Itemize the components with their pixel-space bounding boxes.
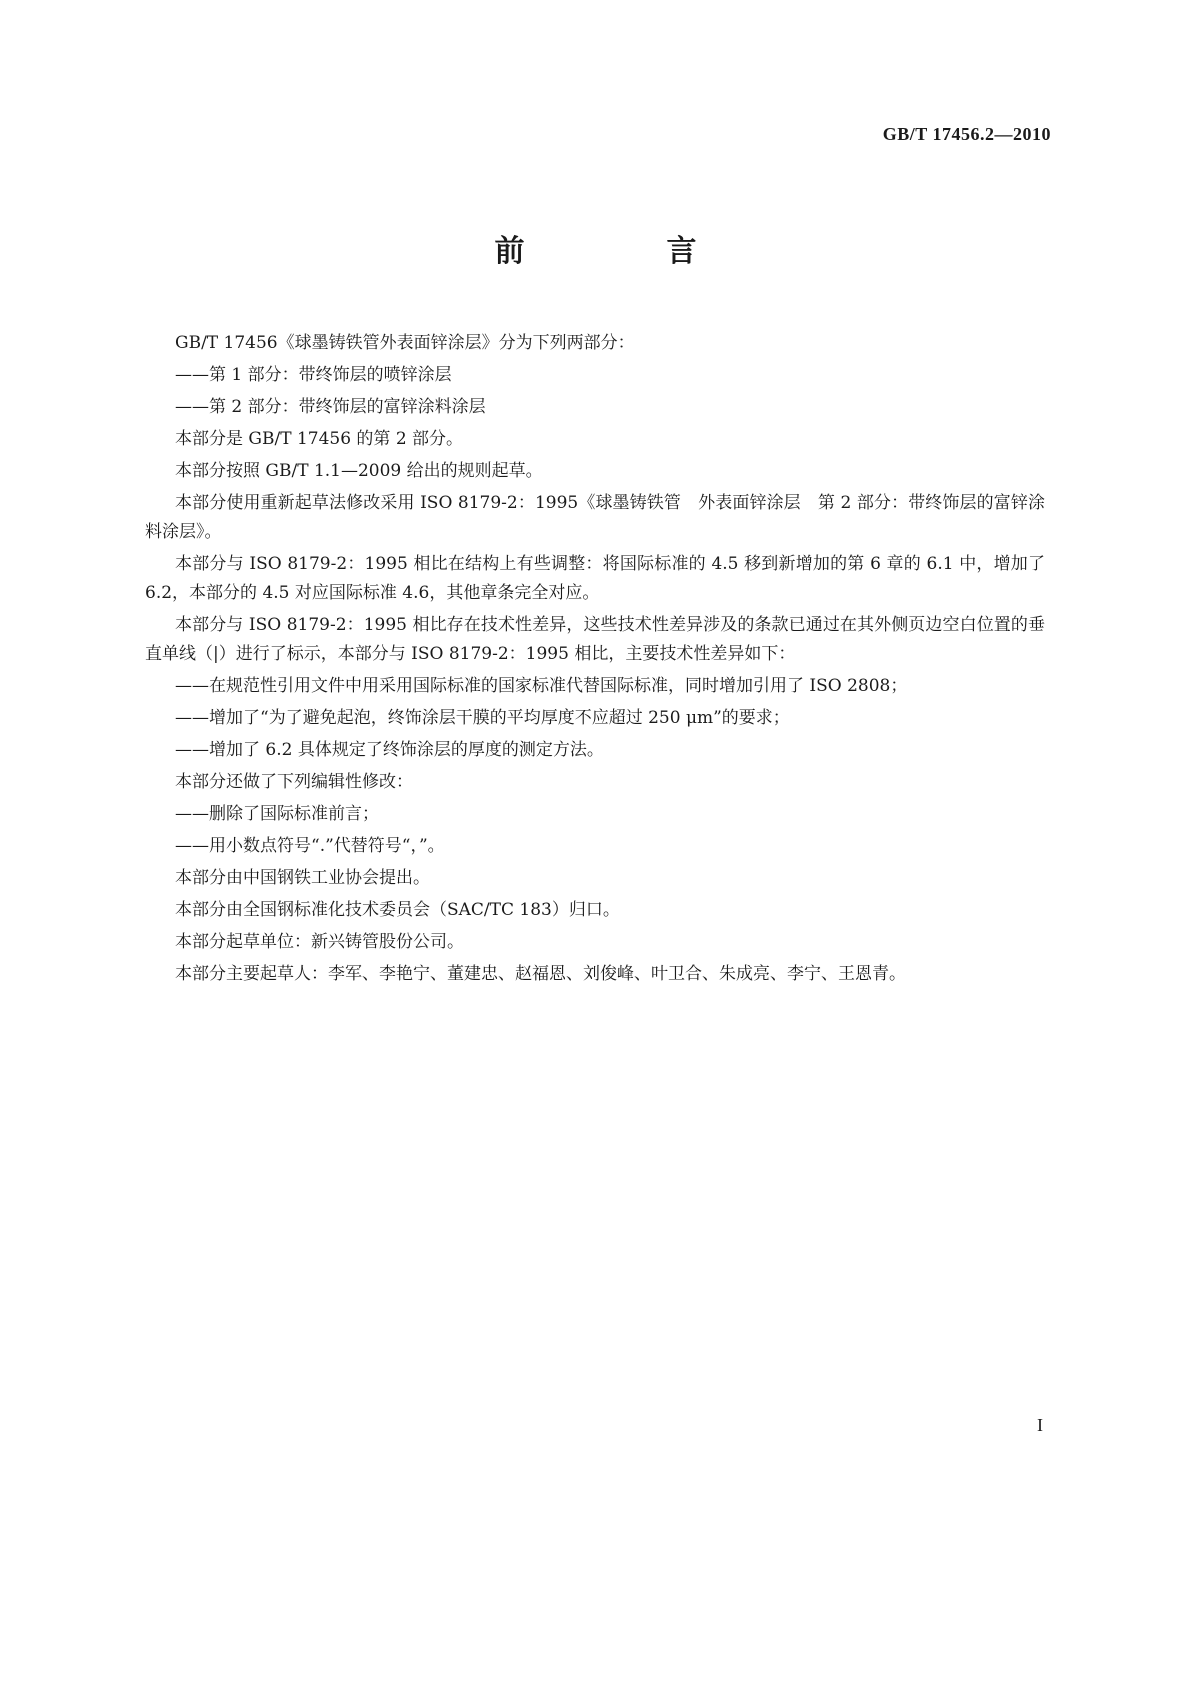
paragraph: GB/T 17456《球墨铸铁管外表面锌涂层》分为下列两部分： xyxy=(175,333,635,353)
paragraph: 本部分按照 GB/T 1.1—2009 给出的规则起草。 xyxy=(175,461,543,481)
list-item: ——删除了国际标准前言； xyxy=(175,804,379,824)
paragraph: 本部分由中国钢铁工业协会提出。 xyxy=(175,868,430,888)
paragraph: 本部分使用重新起草法修改采用 ISO 8179-2：1995《球墨铸铁管 外表面锌涂层 第 2 部分：带终饰层的富锌涂料涂层》。 xyxy=(145,493,1045,542)
paragraph: 本部分与 ISO 8179-2：1995 相比在结构上有些调整：将国际标准的 4.5 移到新增加的第 6 章的 6.1 中，增加了 6.2，本部分的 4.5 对应国际标准 4.6，其他章条完全对应。 xyxy=(145,554,1045,603)
paragraph: 本部分主要起草人：李军、李艳宁、董建忠、赵福恩、刘俊峰、叶卫合、朱成亮、李宁、王恩青。 xyxy=(175,964,906,984)
paragraph: 本部分起草单位：新兴铸管股份公司。 xyxy=(175,932,464,952)
list-item: ——在规范性引用文件中用采用国际标准的国家标准代替国际标准，同时增加引用了 ISO 2808； xyxy=(175,676,908,696)
paragraph: 本部分还做了下列编辑性修改： xyxy=(175,772,413,792)
list-item: ——增加了“为了避免起泡，终饰涂层干膜的平均厚度不应超过 250 μm”的要求； xyxy=(175,708,790,728)
page-number: I xyxy=(1037,1415,1043,1435)
list-item: ——用小数点符号“.”代替符号“，”。 xyxy=(175,836,445,856)
foreword-content xyxy=(145,329,1045,992)
list-item: ——第 1 部分：带终饰层的喷锌涂层 xyxy=(175,365,452,385)
list-item: ——增加了 6.2 具体规定了终饰涂层的厚度的测定方法。 xyxy=(175,740,604,760)
paragraph: 本部分是 GB/T 17456 的第 2 部分。 xyxy=(175,429,464,449)
paragraph: 本部分与 ISO 8179-2：1995 相比存在技术性差异，这些技术性差异涉及的条款已通过在其外侧页边空白位置的垂直单线（|）进行了标示，本部分与 ISO 8179-2：1995 相比，主要技术性差异如下： xyxy=(145,615,1045,664)
paragraph: 本部分由全国钢标准化技术委员会（SAC/TC 183）归口。 xyxy=(175,900,620,920)
standard-code: GB/T 17456.2—2010 xyxy=(882,124,1051,144)
list-item: ——第 2 部分：带终饰层的富锌涂料涂层 xyxy=(175,397,486,417)
page-title: 前 言 xyxy=(494,234,753,269)
